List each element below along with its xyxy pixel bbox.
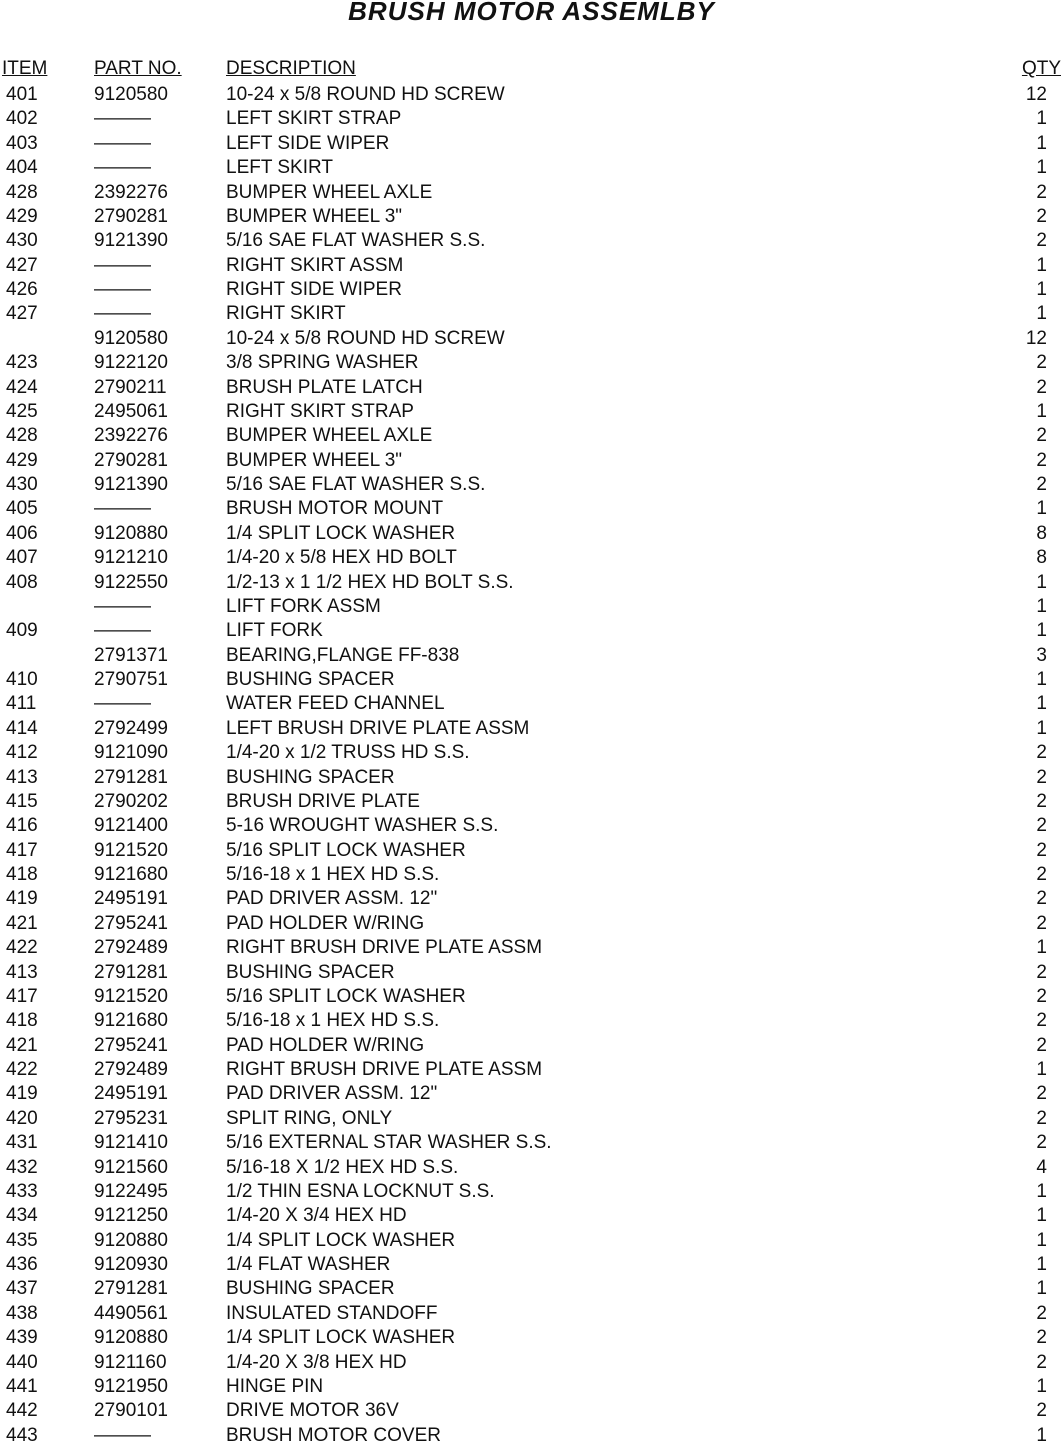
- table-row: [0, 1375, 1063, 1399]
- part-number-cell: 9120580: [94, 84, 168, 105]
- qty-cell: 2: [1036, 1083, 1047, 1105]
- column-header-qty: QTY: [1021, 58, 1061, 79]
- part-number-cell: 2791281: [94, 766, 168, 788]
- part-number-cell: 9121950: [94, 1375, 168, 1397]
- item-cell: 429: [6, 205, 38, 227]
- description-cell: LIFT FORK ASSM: [226, 595, 381, 617]
- qty-cell: 1: [1036, 254, 1047, 276]
- description-cell: INSULATED STANDOFF: [226, 1302, 438, 1324]
- table-row: [0, 546, 1063, 570]
- table-row: [0, 1156, 1063, 1180]
- qty-cell: 1: [1036, 498, 1047, 520]
- item-cell: 440: [6, 1351, 38, 1373]
- description-cell: PAD DRIVER ASSM. 12": [226, 1083, 438, 1105]
- item-cell: 417: [6, 985, 38, 1007]
- qty-cell: 1: [1036, 1375, 1047, 1397]
- table-row: [0, 1326, 1063, 1350]
- part-number-cell: 9121210: [94, 547, 168, 569]
- part-number-cell: 9121390: [94, 230, 168, 252]
- table-row: [0, 229, 1063, 253]
- description-cell: BUSHING SPACER: [226, 961, 395, 983]
- qty-cell: 2: [1036, 1302, 1047, 1324]
- qty-cell: 1: [1036, 937, 1047, 959]
- qty-cell: 2: [1036, 1327, 1047, 1349]
- qty-cell: 2: [1036, 839, 1047, 861]
- part-number-cell: 9121560: [94, 1156, 168, 1178]
- part-number-cell: 2792489: [94, 937, 168, 959]
- description-cell: BUMPER WHEEL AXLE: [226, 181, 433, 203]
- item-cell: 406: [6, 522, 38, 544]
- part-number-cell: 2791281: [94, 961, 168, 983]
- table-row: [0, 790, 1063, 814]
- description-cell: LEFT SIDE WIPER: [226, 132, 390, 154]
- item-cell: 439: [6, 1327, 38, 1349]
- table-row: [0, 887, 1063, 911]
- qty-cell: 2: [1036, 912, 1047, 934]
- item-cell: 420: [6, 1107, 38, 1129]
- description-cell: RIGHT BRUSH DRIVE PLATE ASSM: [226, 1059, 543, 1080]
- qty-cell: 2: [1036, 181, 1047, 203]
- part-number-cell: ———: [94, 108, 151, 130]
- description-cell: BUMPER WHEEL 3": [226, 449, 403, 471]
- description-cell: BRUSH DRIVE PLATE: [226, 790, 420, 812]
- table-row: [0, 376, 1063, 400]
- qty-cell: 1: [1036, 1205, 1047, 1227]
- table-row: [0, 1253, 1063, 1277]
- part-number-cell: ———: [94, 279, 151, 300]
- table-row: [0, 400, 1063, 424]
- part-number-cell: 2790211: [94, 376, 167, 398]
- part-number-cell: 9121390: [94, 474, 168, 495]
- item-cell: 429: [6, 449, 38, 471]
- qty-cell: 12: [1025, 84, 1047, 105]
- table-row: [0, 1107, 1063, 1131]
- item-cell: 436: [6, 1254, 38, 1275]
- item-cell: 434: [6, 1205, 38, 1227]
- table-row: [0, 1351, 1063, 1375]
- description-cell: 1/4-20 X 3/8 HEX HD: [226, 1351, 407, 1373]
- description-cell: 10-24 x 5/8 ROUND HD SCREW: [226, 84, 505, 105]
- item-cell: 423: [6, 352, 38, 374]
- description-cell: 5/16-18 x 1 HEX HD S.S.: [226, 864, 440, 885]
- description-cell: WATER FEED CHANNEL: [226, 693, 445, 715]
- item-cell: 416: [6, 815, 38, 837]
- part-number-cell: 2791371: [94, 644, 168, 666]
- table-row: [0, 254, 1063, 278]
- description-cell: BRUSH MOTOR COVER: [226, 1424, 442, 1446]
- item-cell: 430: [6, 474, 38, 495]
- qty-cell: 2: [1036, 766, 1047, 788]
- item-cell: 403: [6, 132, 38, 154]
- qty-cell: 2: [1036, 1107, 1047, 1129]
- qty-cell: 1: [1036, 693, 1047, 715]
- table-row: [0, 1302, 1063, 1326]
- description-cell: 5-16 WROUGHT WASHER S.S.: [226, 815, 499, 837]
- part-number-cell: 2495191: [94, 1083, 168, 1105]
- item-cell: 431: [6, 1132, 38, 1154]
- item-cell: 410: [6, 669, 38, 690]
- item-cell: 426: [6, 279, 38, 300]
- table-row: [0, 1180, 1063, 1204]
- qty-cell: 2: [1036, 1010, 1047, 1032]
- part-number-cell: 9122120: [94, 352, 168, 374]
- item-cell: 442: [6, 1400, 38, 1422]
- qty-cell: 2: [1036, 1034, 1047, 1056]
- description-cell: 10-24 x 5/8 ROUND HD SCREW: [226, 327, 505, 349]
- item-cell: 433: [6, 1180, 38, 1202]
- item-cell: 438: [6, 1302, 38, 1324]
- table-row: [0, 497, 1063, 521]
- part-number-cell: ———: [94, 254, 151, 276]
- part-number-cell: 9121680: [94, 864, 168, 885]
- description-cell: RIGHT BRUSH DRIVE PLATE ASSM: [226, 937, 543, 959]
- table-row: [0, 473, 1063, 497]
- item-cell: 414: [6, 717, 38, 739]
- table-row: [0, 1082, 1063, 1106]
- qty-cell: 2: [1036, 205, 1047, 227]
- part-number-cell: 2790281: [94, 449, 168, 471]
- description-cell: 1/4-20 x 1/2 TRUSS HD S.S.: [226, 742, 470, 764]
- part-number-cell: 4490561: [94, 1302, 168, 1324]
- part-number-cell: ———: [94, 303, 151, 325]
- item-cell: 418: [6, 1010, 38, 1032]
- qty-cell: 2: [1036, 352, 1047, 374]
- qty-cell: 2: [1036, 474, 1047, 495]
- item-cell: 404: [6, 157, 38, 179]
- item-cell: 401: [6, 84, 38, 105]
- part-number-cell: 9122495: [94, 1180, 168, 1202]
- item-cell: 411: [6, 693, 37, 715]
- qty-cell: 1: [1036, 157, 1047, 179]
- table-row: [0, 1399, 1063, 1423]
- part-number-cell: 2790202: [94, 790, 168, 812]
- description-cell: RIGHT SIDE WIPER: [226, 279, 402, 300]
- table-row: [0, 912, 1063, 936]
- qty-cell: 2: [1036, 1132, 1047, 1154]
- table-row: [0, 644, 1063, 668]
- item-cell: 421: [6, 912, 38, 934]
- table-row: [0, 1277, 1063, 1301]
- qty-cell: 1: [1036, 279, 1047, 300]
- description-cell: PAD HOLDER W/RING: [226, 1034, 425, 1056]
- description-cell: LEFT BRUSH DRIVE PLATE ASSM: [226, 717, 530, 739]
- description-cell: BRUSH PLATE LATCH: [226, 376, 423, 398]
- part-number-cell: ———: [94, 693, 151, 715]
- table-row: [0, 936, 1063, 960]
- description-cell: 5/16-18 x 1 HEX HD S.S.: [226, 1010, 440, 1032]
- qty-cell: 1: [1036, 303, 1047, 325]
- qty-cell: 1: [1036, 1180, 1047, 1202]
- item-cell: 418: [6, 864, 38, 885]
- table-row: [0, 985, 1063, 1009]
- part-number-cell: 2495191: [94, 888, 168, 910]
- qty-cell: 2: [1036, 790, 1047, 812]
- item-cell: 412: [6, 742, 38, 764]
- qty-cell: 1: [1036, 1059, 1047, 1080]
- qty-cell: 1: [1036, 1229, 1047, 1251]
- qty-cell: 1: [1036, 1424, 1047, 1446]
- description-cell: 1/4 SPLIT LOCK WASHER: [226, 522, 456, 544]
- item-cell: 422: [6, 1059, 38, 1080]
- description-cell: 1/4-20 X 3/4 HEX HD: [226, 1205, 407, 1227]
- table-row: [0, 327, 1063, 351]
- part-number-cell: 2795241: [94, 1034, 168, 1056]
- table-row: [0, 1009, 1063, 1033]
- item-cell: 405: [6, 498, 38, 520]
- part-number-cell: 2495061: [94, 400, 168, 422]
- table-row: [0, 961, 1063, 985]
- qty-cell: 2: [1036, 961, 1047, 983]
- part-number-cell: 9121250: [94, 1205, 168, 1227]
- qty-cell: 1: [1036, 132, 1047, 154]
- description-cell: 5/16 EXTERNAL STAR WASHER S.S.: [226, 1132, 552, 1154]
- table-row: [0, 814, 1063, 838]
- item-cell: 437: [6, 1278, 38, 1300]
- part-number-cell: 9121520: [94, 839, 168, 861]
- description-cell: 1/2 THIN ESNA LOCKNUT S.S.: [226, 1180, 495, 1202]
- table-row: [0, 181, 1063, 205]
- qty-cell: 2: [1036, 815, 1047, 837]
- part-number-cell: 9120880: [94, 1327, 168, 1349]
- table-row: [0, 205, 1063, 229]
- qty-cell: 4: [1036, 1156, 1047, 1178]
- table-row: [0, 522, 1063, 546]
- qty-cell: 1: [1036, 571, 1047, 593]
- table-row: [0, 1058, 1063, 1082]
- qty-cell: 8: [1036, 547, 1047, 569]
- item-cell: 413: [6, 961, 38, 983]
- qty-cell: 2: [1036, 888, 1047, 910]
- description-cell: 1/4-20 x 5/8 HEX HD BOLT: [226, 547, 457, 569]
- part-number-cell: 9120880: [94, 1229, 168, 1251]
- item-cell: 427: [6, 303, 38, 325]
- table-row: [0, 351, 1063, 375]
- item-cell: 428: [6, 181, 38, 203]
- description-cell: RIGHT SKIRT ASSM: [226, 254, 404, 276]
- qty-cell: 12: [1025, 327, 1047, 349]
- parts-table: [0, 83, 1063, 1448]
- item-cell: 435: [6, 1229, 38, 1251]
- part-number-cell: ———: [94, 132, 151, 154]
- qty-cell: 2: [1036, 864, 1047, 885]
- description-cell: BUSHING SPACER: [226, 669, 395, 690]
- part-number-cell: 9121680: [94, 1010, 168, 1032]
- item-cell: 425: [6, 400, 38, 422]
- description-cell: HINGE PIN: [226, 1375, 324, 1397]
- description-cell: DRIVE MOTOR 36V: [226, 1400, 399, 1422]
- qty-cell: 2: [1036, 230, 1047, 252]
- item-cell: 441: [6, 1375, 38, 1397]
- description-cell: LEFT SKIRT: [226, 157, 333, 179]
- table-row: [0, 278, 1063, 302]
- part-number-cell: 9120880: [94, 522, 168, 544]
- description-cell: PAD HOLDER W/RING: [226, 912, 425, 934]
- item-cell: 419: [6, 888, 38, 910]
- item-cell: 415: [6, 790, 38, 812]
- part-number-cell: 2790751: [94, 669, 168, 690]
- item-cell: 432: [6, 1156, 38, 1178]
- part-number-cell: ———: [94, 498, 151, 520]
- item-cell: 421: [6, 1034, 38, 1056]
- description-cell: LIFT FORK: [226, 620, 323, 642]
- qty-cell: 2: [1036, 1400, 1047, 1422]
- table-row: [0, 595, 1063, 619]
- description-cell: 3/8 SPRING WASHER: [226, 352, 419, 374]
- description-cell: 5/16 SAE FLAT WASHER S.S.: [226, 474, 486, 495]
- item-cell: 428: [6, 425, 38, 447]
- part-number-cell: 2392276: [94, 181, 168, 203]
- part-number-cell: ———: [94, 620, 151, 642]
- qty-cell: 1: [1036, 595, 1047, 617]
- description-cell: BRUSH MOTOR MOUNT: [226, 498, 444, 520]
- description-cell: 5/16 SAE FLAT WASHER S.S.: [226, 230, 486, 252]
- item-cell: 419: [6, 1083, 38, 1105]
- part-number-cell: 9121160: [94, 1351, 167, 1373]
- item-cell: 409: [6, 620, 38, 642]
- item-cell: 443: [6, 1424, 38, 1446]
- description-cell: BUMPER WHEEL 3": [226, 205, 403, 227]
- table-row: [0, 863, 1063, 887]
- qty-cell: 1: [1036, 669, 1047, 690]
- qty-cell: 2: [1036, 985, 1047, 1007]
- table-row: [0, 717, 1063, 741]
- table-row: [0, 107, 1063, 131]
- description-cell: 5/16 SPLIT LOCK WASHER: [226, 839, 466, 861]
- qty-cell: 1: [1036, 620, 1047, 642]
- part-number-cell: 2795231: [94, 1107, 168, 1129]
- description-cell: 5/16-18 X 1/2 HEX HD S.S.: [226, 1156, 459, 1178]
- description-cell: LEFT SKIRT STRAP: [226, 108, 402, 130]
- qty-cell: 2: [1036, 449, 1047, 471]
- column-header-part-no: PART NO.: [94, 58, 182, 79]
- table-row: [0, 1034, 1063, 1058]
- description-cell: RIGHT SKIRT: [226, 303, 346, 325]
- item-cell: 424: [6, 376, 38, 398]
- part-number-cell: 9121520: [94, 985, 168, 1007]
- column-header-item: ITEM: [2, 58, 48, 79]
- qty-cell: 2: [1036, 742, 1047, 764]
- table-row: [0, 692, 1063, 716]
- part-number-cell: 2392276: [94, 425, 168, 447]
- qty-cell: 1: [1036, 108, 1047, 130]
- item-cell: 407: [6, 547, 38, 569]
- part-number-cell: 2790101: [94, 1400, 168, 1422]
- table-row: [0, 741, 1063, 765]
- part-number-cell: 9121410: [94, 1132, 168, 1154]
- qty-cell: 2: [1036, 425, 1047, 447]
- qty-cell: 1: [1036, 717, 1047, 739]
- description-cell: BEARING,FLANGE FF-838: [226, 644, 460, 666]
- item-cell: 402: [6, 108, 38, 130]
- description-cell: 5/16 SPLIT LOCK WASHER: [226, 985, 466, 1007]
- table-row: [0, 619, 1063, 643]
- description-cell: BUSHING SPACER: [226, 766, 395, 788]
- table-row: [0, 302, 1063, 326]
- description-cell: SPLIT RING, ONLY: [226, 1107, 393, 1129]
- item-cell: 417: [6, 839, 38, 861]
- description-cell: BUMPER WHEEL AXLE: [226, 425, 433, 447]
- part-number-cell: ———: [94, 595, 151, 617]
- page-title: BRUSH MOTOR ASSEMLBY: [348, 0, 715, 26]
- table-row: [0, 83, 1063, 107]
- part-number-cell: 2791281: [94, 1278, 168, 1300]
- part-number-cell: 2795241: [94, 912, 168, 934]
- table-row: [0, 1424, 1063, 1448]
- description-cell: 1/2-13 x 1 1/2 HEX HD BOLT S.S.: [226, 571, 514, 593]
- qty-cell: 3: [1036, 644, 1047, 666]
- qty-cell: 1: [1036, 400, 1047, 422]
- table-row: [0, 424, 1063, 448]
- description-cell: 1/4 FLAT WASHER: [226, 1254, 391, 1275]
- table-row: [0, 839, 1063, 863]
- part-number-cell: 2790281: [94, 205, 168, 227]
- item-cell: 427: [6, 254, 38, 276]
- part-number-cell: 9122550: [94, 571, 168, 593]
- table-row: [0, 668, 1063, 692]
- table-row: [0, 1204, 1063, 1228]
- part-number-cell: 9121400: [94, 815, 168, 837]
- part-number-cell: 2792489: [94, 1059, 168, 1080]
- item-cell: 408: [6, 571, 38, 593]
- table-row: [0, 1229, 1063, 1253]
- part-number-cell: 9121090: [94, 742, 168, 764]
- description-cell: RIGHT SKIRT STRAP: [226, 400, 414, 422]
- description-cell: BUSHING SPACER: [226, 1278, 395, 1300]
- description-cell: 1/4 SPLIT LOCK WASHER: [226, 1327, 456, 1349]
- column-header-description: DESCRIPTION: [226, 58, 356, 79]
- part-number-cell: 9120580: [94, 327, 168, 349]
- item-cell: 422: [6, 937, 38, 959]
- description-cell: 1/4 SPLIT LOCK WASHER: [226, 1229, 456, 1251]
- table-row: [0, 132, 1063, 156]
- qty-cell: 1: [1036, 1254, 1047, 1275]
- table-row: [0, 156, 1063, 180]
- table-row: [0, 1131, 1063, 1155]
- qty-cell: 2: [1036, 376, 1047, 398]
- item-cell: 430: [6, 230, 38, 252]
- qty-cell: 2: [1036, 1351, 1047, 1373]
- item-cell: 413: [6, 766, 38, 788]
- table-row: [0, 449, 1063, 473]
- qty-cell: 1: [1036, 1278, 1047, 1300]
- qty-cell: 8: [1036, 522, 1047, 544]
- description-cell: PAD DRIVER ASSM. 12": [226, 888, 438, 910]
- part-number-cell: ———: [94, 157, 151, 179]
- table-row: [0, 571, 1063, 595]
- part-number-cell: 9120930: [94, 1254, 168, 1275]
- table-row: [0, 766, 1063, 790]
- part-number-cell: 2792499: [94, 717, 168, 739]
- part-number-cell: ———: [94, 1424, 151, 1446]
